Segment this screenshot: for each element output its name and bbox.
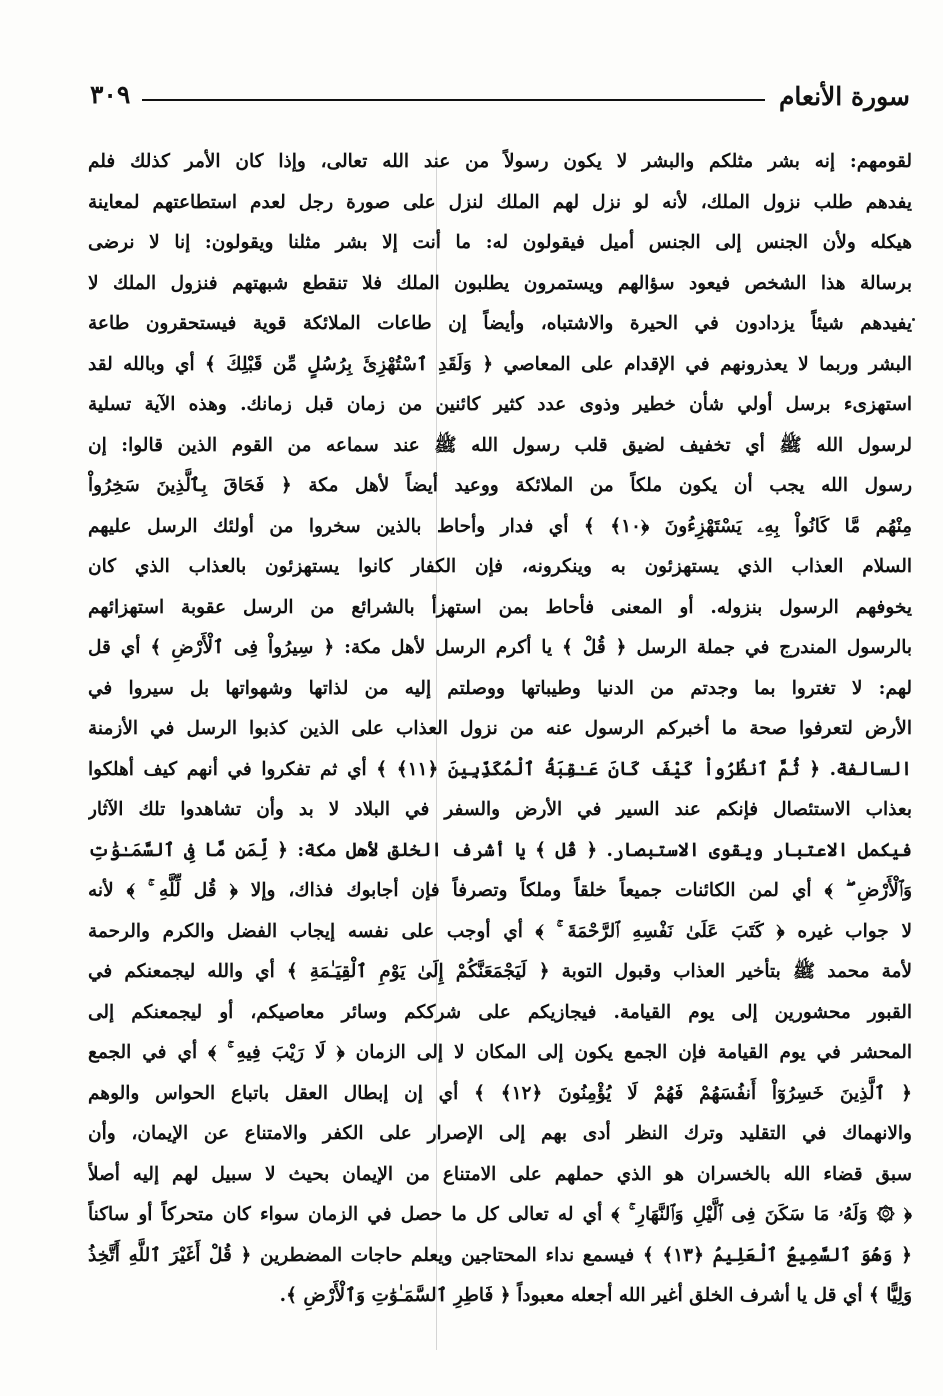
text-line: يفدهم طلب نزول الملك، لأنه لو نزل لهم الملك لنزل على صورة رجل لعدم استطاعتهم لمعاينة xyxy=(88,191,912,213)
text-line: والانهماك في التقليد وترك النظر أدى بهم إلى الإصرار على الكفر والامتناع عن الإيمان، وأن xyxy=(88,1123,912,1144)
text-line: استهزىء برسل أولي شأن خطير وذوى عدد كثير كائنين من زمان قبل زمانك. وهذه الآية تسلية xyxy=(88,394,912,415)
text-line: لقومهم: إنه بشر مثلكم والبشر لا يكون رسولاً من عند الله تعالى، وإذا كان الأمر كذلك فلم xyxy=(88,151,912,172)
text-line: هيكله ولأن الجنس إلى الجنس أميل فيقولون له: ما أنت إلا بشر مثلنا ويقولون: إنا لا نرضى xyxy=(88,232,912,253)
text-line: مِنْهُم مَّا كَانُواْ بِهِۦ يَسْتَهْزِءُونَ ﴿١٠﴾ ﴾ أي فدار وأحاط بالذين سخروا من أولئك الرسل عليهم xyxy=(88,515,912,537)
commentary-text xyxy=(88,142,912,1317)
text-line: البشر وربما لا يعذرونهم في الإقدام على المعاصي ﴿ وَلَقَدِ ٱسْتُهْزِئَ بِرُسُلٍ مِّن قَبْلِكَ ﴾ أي وبالله لقد xyxy=(88,353,912,375)
text-line: رسول الله يجب أن يكون ملكاً من الملائكة ووعيد أيضاً لأهل مكة ﴿ فَحَاقَ بِٱلَّذِينَ سَخِرُواْ xyxy=(88,475,912,496)
text-line: وَلِيًّا ﴾ أي قل يا أشرف الخلق أغير الله أجعله معبوداً ﴿ فَاطِرِ ٱلسَّمَـٰوَٰتِ وَٱلْأَرْضِ ﴾. xyxy=(279,1285,912,1306)
header-rule xyxy=(142,99,765,101)
text-line: وَٱلْأَرْضِ ۖ ﴾ أي لمن الكائنات جميعاً خلقاً وملكاً وتصرفاً فإن أجابوك فذاك، وإلا ﴿ قُل لِّلَّهِ ۚ ﴾ لأنه xyxy=(88,880,912,901)
text-line: لرسول الله ﷺ أي تخفيف لضيق قلب رسول الله ﷺ عند سماعه من القوم الذين قالوا: إن xyxy=(88,434,912,456)
page-header xyxy=(90,78,910,118)
page-number: ٣٠٩ xyxy=(90,80,131,109)
ink-dot xyxy=(912,318,915,321)
text-line: لهم: لا تغتروا بما وجدتم من الدنيا وطيباتها ووصلتم إليه من لذاتها وشهواتها بل سيروا في xyxy=(88,677,912,699)
text-line: السلام العذاب الذي يستهزئون به وينكرونه، فإن الكفار كانوا يستهزئون بالعذاب الذي كان xyxy=(88,556,912,577)
text-line: الأرض لتعرفوا صحة ما أخبركم الرسول عنه من نزول العذاب على الذين كذبوا الرسل في الأزمنة xyxy=(88,718,912,739)
surah-title: سورة الأنعام xyxy=(778,82,910,111)
text-line: القبور محشورين إلى يوم القيامة. فيجازيكم على شرككم وسائر معاصيكم، أو ليجمعنكم إلى xyxy=(88,1001,912,1023)
text-line: لأمة محمد ﷺ بتأخير العذاب وقبول التوبة ﴿ لَيَجْمَعَنَّكُمْ إِلَىٰ يَوْمِ ٱلْقِيَـٰمَةِ ﴾ أي والله ليجمعنكم في xyxy=(88,961,912,982)
text-line: لا جواب غيره ﴿ كَتَبَ عَلَىٰ نَفْسِهِ ٱلرَّحْمَةَ ۚ ﴾ أي أوجب على نفسه إيجاب الفضل والكرم والرحمة xyxy=(88,920,912,942)
text-line: ﴿ ٱلَّذِينَ خَسِرُوٓاْ أَنفُسَهُمْ فَهُمْ لَا يُؤْمِنُونَ ﴿١٢﴾ ﴾ أي إن إبطال العقل باتباع الحواس والوهم xyxy=(88,1082,912,1104)
text-line: بالرسول المندرج في جملة الرسل ﴿ قُلْ ﴾ يا أكرم الرسل لأهل مكة: ﴿ سِيرُواْ فِى ٱلْأَرْضِ ﴾ أي قل xyxy=(88,637,912,658)
text-line: بعذاب الاستئصال فإنكم عند السير في الأرض والسفر في البلاد لا بد وأن تشاهدوا تلك الآثار xyxy=(88,799,912,820)
text-line: يفيدهم شيئاً يزدادون في الحيرة والاشتباه، وأيضاً إن طاعات الملائكة قوية فيستحقرون طاعة xyxy=(88,313,912,334)
text-line: فيكمل الاعتبار ويقوى الاستبصار. ﴿ قُل ﴾ يا أشرف الخلق لأهل مكة: ﴿ لِّمَن مَّا فِى ٱلسَّمَـٰوَٰتِ xyxy=(88,839,912,861)
text-line: يخوفهم الرسول بنزوله. أو المعنى فأحاط بمن استهزأ بالشرائع من الرسل عقوبة استهزائهم xyxy=(88,596,912,618)
text-line: المحشر في يوم القيامة فإن الجمع يكون إلى المكان لا إلى الزمان ﴿ لَا رَيْبَ فِيهِ ۚ ﴾ أي في الجمع xyxy=(88,1042,912,1063)
text-line: ﴿ ۞ وَلَهُۥ مَا سَكَنَ فِى ٱلَّيْلِ وَٱلنَّهَارِ ۚ ﴾ أي له تعالى كل ما حصل في الزمان سواء كان متحركاً أو ساكناً xyxy=(88,1204,912,1225)
text-line: السالفة. ﴿ ثُمَّ ٱنظُرُواْ كَيْفَ كَانَ عَـٰقِبَةُ ٱلْمُكَذِّبِينَ ﴿١١﴾ ﴾ أي ثم تفكروا في أنهم كيف أهلكوا xyxy=(88,758,912,780)
text-line: برسالة هذا الشخص فيعود سؤالهم ويستمرون يطلبون الملك فلا تنقطع شبهتهم فنزول الملك لا xyxy=(88,272,912,294)
text-line: سبق قضاء الله بالخسران هو الذي حملهم على الامتناع من الإيمان بحيث لا سبيل لهم إليه أصلاً xyxy=(88,1163,912,1185)
text-line: ﴿ وَهُوَ ٱلسَّمِيعُ ٱلْعَلِيمُ ﴿١٣﴾ ﴾ فيسمع نداء المحتاجين ويعلم حاجات المضطرين ﴿ قُلْ أَغَيْرَ ٱللَّهِ أَتَّخِذُ xyxy=(88,1244,912,1266)
